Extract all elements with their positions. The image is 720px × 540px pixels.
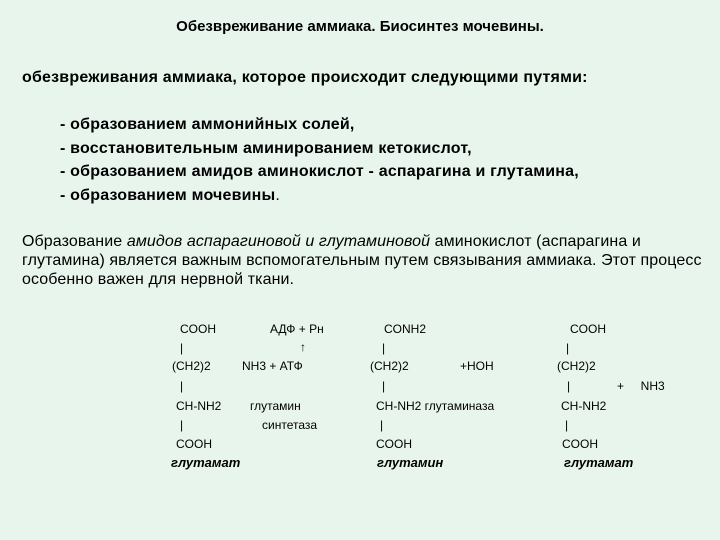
way-item: - восстановительным аминированием кетокислот, — [60, 139, 472, 157]
water-label: +HOH — [460, 359, 494, 373]
glutamate-line: COOH — [180, 322, 216, 336]
ammonia-label: + NH3 — [617, 379, 665, 393]
glutamate-line: | — [566, 341, 570, 355]
glutamine-line: COOH — [376, 437, 412, 451]
glutamate-line: COOH — [176, 437, 212, 451]
slide-title: Обезвреживание аммиака. Биосинтез мочевины. — [176, 18, 544, 35]
glutamine-line: | — [382, 341, 386, 355]
intro-text: обезвреживания аммиака, которое происходит следующими путями: — [22, 69, 588, 86]
glutamate-caption: глутамат — [171, 455, 241, 470]
paragraph-lead: Образование — [22, 233, 127, 250]
way-item-punct: . — [275, 186, 281, 204]
glutamate-line: CH-NH2 — [176, 399, 222, 413]
paragraph-rest: аминокислот (аспарагина и глутамина) является важным вспомогательным путем связывания аммиака. Этот процесс особенно важен для нервной ткани. — [22, 233, 702, 288]
paragraph-italic: амидов аспарагиновой и глутаминовой — [126, 233, 431, 250]
glutamate-line: (CH2)2 — [172, 359, 211, 373]
glutamate-line: CH-NH2 — [561, 399, 607, 413]
way-item: - образованием аммонийных солей, — [60, 116, 355, 133]
glutamate-line: COOH — [562, 437, 598, 451]
glutamate-line: | — [180, 418, 184, 432]
glutamate-line: COOH — [570, 322, 606, 336]
way-item: - образованием амидов аминокислот - аспарагина и глутамина, — [60, 163, 579, 180]
glutamate-line: | — [567, 379, 571, 393]
glutamate-line: | — [180, 379, 184, 393]
glutamate-line: | — [565, 418, 569, 432]
adp-label: АДФ + Рн — [270, 322, 324, 336]
way-item-text: - образованием мочевины — [60, 186, 276, 204]
nh3-atp-label: NH3 + АТФ — [242, 359, 303, 373]
glutamine-caption: глутамин — [377, 455, 444, 470]
enzyme-label: глутамин — [250, 399, 301, 413]
glutamate-line: | — [180, 341, 184, 355]
enzyme-label: синтетаза — [262, 418, 318, 432]
glutamine-line: | — [380, 418, 384, 432]
glutamate-caption: глутамат — [564, 455, 634, 470]
glutamate-line: (CH2)2 — [557, 359, 596, 373]
glutamine-line: (CH2)2 — [370, 359, 409, 373]
glutamine-line: CH-NH2 глутаминаза — [376, 399, 495, 413]
glutamine-line: CONH2 — [384, 322, 427, 336]
up-arrow-icon: ↑ — [300, 340, 306, 354]
glutamine-line: | — [382, 379, 386, 393]
